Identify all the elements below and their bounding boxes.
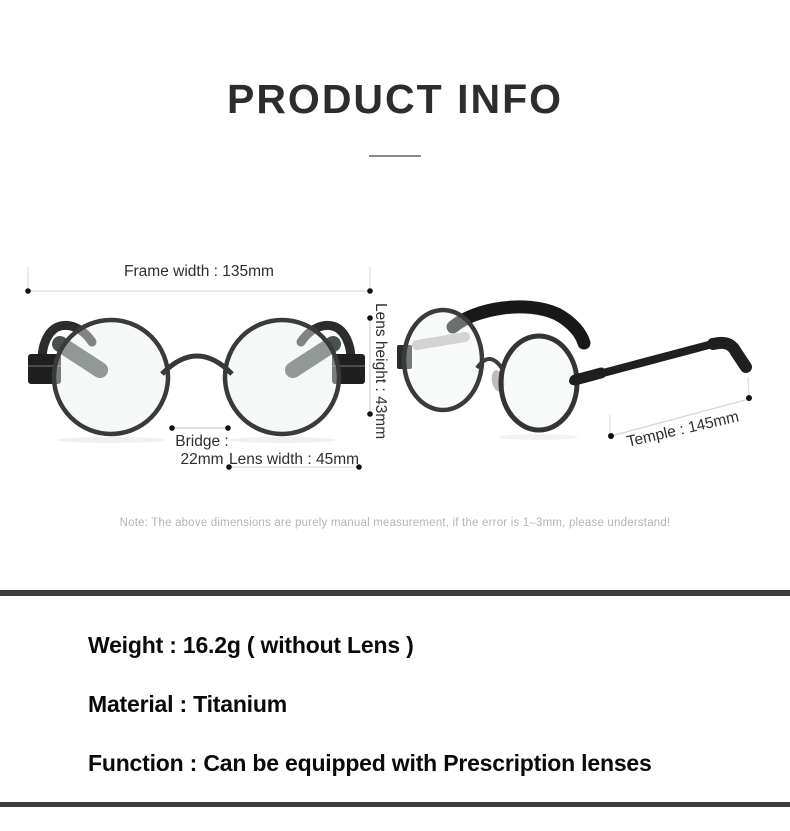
measurement-note: Note: The above dimensions are purely manual measurement, if the error is 1–3mm, please understand! [119,517,671,529]
page-title: PRODUCT INFO [226,76,564,122]
spec-function: Function : Can be equipped with Prescription lenses [88,750,652,776]
lens-height-label: Lens height : 43mm [372,303,389,440]
lens-width-label: Lens width : 45mm [228,451,360,468]
temple-label: Temple : 145mm [625,408,741,451]
frame-width-label: Frame width : 135mm [124,263,274,280]
bridge-measure [169,425,231,431]
bottom-divider-bar [0,802,790,807]
bridge-label: Bridge : 22mm [175,433,229,468]
spec-material: Material : Titanium [88,691,287,717]
top-divider-bar [0,590,790,596]
spec-weight: Weight : 16.2g ( without Lens ) [88,632,414,658]
